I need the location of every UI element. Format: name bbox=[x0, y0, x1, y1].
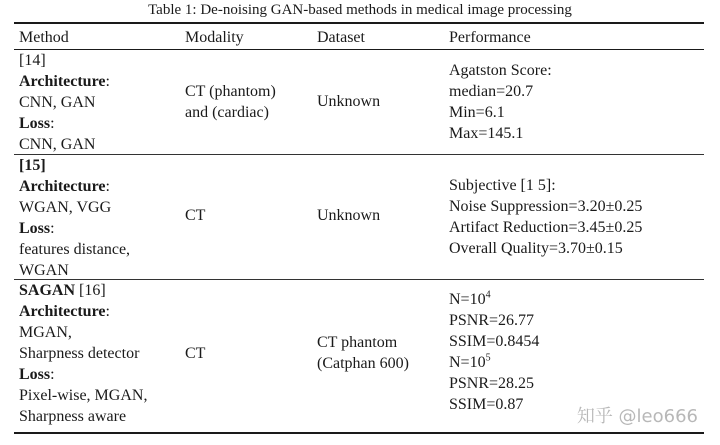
row1-dataset bbox=[317, 91, 380, 112]
row1-performance bbox=[449, 60, 552, 144]
dataset-line: Unknown bbox=[317, 207, 381, 224]
dataset-line: (Catphan 600) bbox=[317, 355, 409, 372]
performance-psnr1: PSNR=26.77 bbox=[449, 312, 535, 329]
loss-label: Loss: bbox=[19, 115, 55, 132]
row1-method bbox=[19, 50, 110, 155]
row3-performance bbox=[449, 289, 539, 415]
row3-method bbox=[19, 280, 147, 427]
performance-line: Noise Suppression=3.20±0.25 bbox=[449, 198, 643, 215]
performance-line: Agatston Score: bbox=[449, 62, 552, 79]
performance-ssim1: SSIM=0.8454 bbox=[449, 333, 540, 350]
loss-value: features distance, bbox=[19, 241, 131, 258]
loss-value: CNN, GAN bbox=[19, 136, 96, 153]
architecture-value: MGAN, bbox=[19, 324, 72, 341]
architecture-label: Architecture: bbox=[19, 303, 110, 320]
performance-psnr2: PSNR=28.25 bbox=[449, 375, 535, 392]
performance-n1: $N=10^4$ bbox=[449, 289, 491, 308]
header-method: Method bbox=[19, 29, 69, 46]
method-name-ref: SAGAN [16] bbox=[19, 282, 106, 299]
performance-line: Max=145.1 bbox=[449, 125, 524, 142]
performance-line: median=20.7 bbox=[449, 83, 534, 100]
loss-value: WGAN bbox=[19, 262, 69, 279]
architecture-label: Architecture: bbox=[19, 178, 110, 195]
row2-modality bbox=[185, 205, 205, 226]
header-performance: Performance bbox=[449, 29, 531, 46]
architecture-value: CNN, GAN bbox=[19, 94, 96, 111]
row1-modality bbox=[185, 81, 276, 123]
performance-line: Min=6.1 bbox=[449, 104, 505, 121]
header-rule bbox=[14, 49, 704, 50]
table-caption: Table 1: De-noising GAN-based methods in medical image processing bbox=[148, 2, 572, 18]
modality-line: CT bbox=[185, 345, 206, 362]
method-ref: [14] bbox=[19, 52, 46, 69]
modality-line: CT (phantom) bbox=[185, 83, 276, 100]
loss-label: Loss: bbox=[19, 220, 55, 237]
watermark-text: 知乎 @leo666 bbox=[576, 406, 698, 427]
architecture-value: WGAN, VGG bbox=[19, 199, 112, 216]
header-modality: Modality bbox=[185, 29, 244, 46]
top-rule bbox=[14, 22, 704, 24]
row3-dataset bbox=[317, 332, 409, 374]
row2-dataset bbox=[317, 205, 380, 226]
method-ref: [15] bbox=[19, 157, 46, 174]
modality-line: CT bbox=[185, 207, 206, 224]
row3-modality bbox=[185, 343, 205, 364]
bottom-rule bbox=[14, 432, 704, 434]
performance-n2: $N=10^5$ bbox=[449, 352, 491, 371]
modality-line: and (cardiac) bbox=[185, 104, 269, 121]
performance-line: Overall Quality=3.70±0.15 bbox=[449, 240, 623, 257]
architecture-label: Architecture: bbox=[19, 73, 110, 90]
performance-ssim2: SSIM=0.87 bbox=[449, 396, 524, 413]
row2-method bbox=[19, 155, 130, 281]
loss-value: Sharpness aware bbox=[19, 408, 127, 425]
dataset-line: Unknown bbox=[317, 93, 381, 110]
performance-line: Subjective [1 5]: bbox=[449, 177, 556, 194]
dataset-line: CT phantom bbox=[317, 334, 398, 351]
performance-line: Artifact Reduction=3.45±0.25 bbox=[449, 219, 643, 236]
loss-value: Pixel-wise, MGAN, bbox=[19, 387, 148, 404]
row2-performance bbox=[449, 175, 642, 259]
loss-label: Loss: bbox=[19, 366, 55, 383]
header-dataset: Dataset bbox=[317, 29, 365, 46]
architecture-value: Sharpness detector bbox=[19, 345, 140, 362]
